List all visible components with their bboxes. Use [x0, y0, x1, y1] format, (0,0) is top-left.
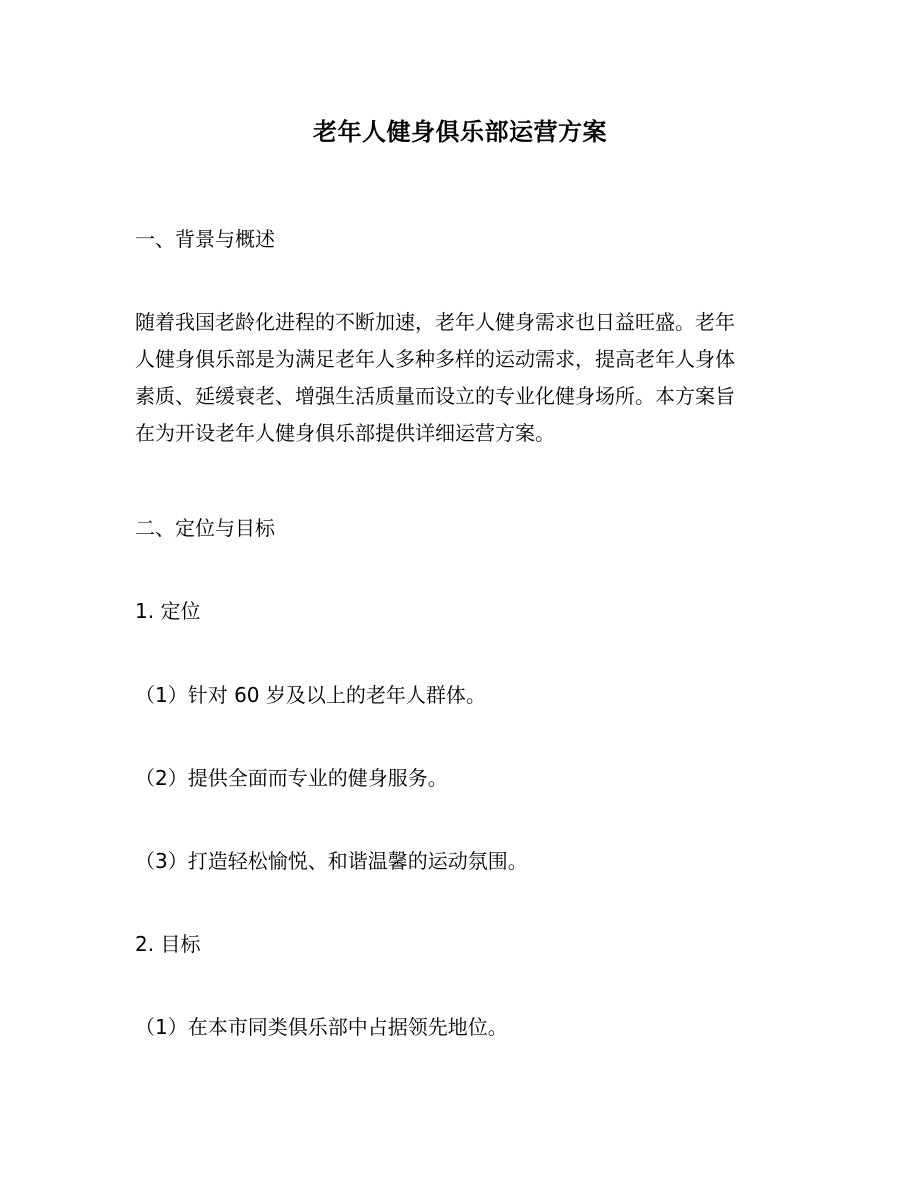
paragraph-line: 在为开设老年人健身俱乐部提供详细运营方案。 — [135, 421, 555, 445]
section-heading-background: 一、背景与概述 — [135, 227, 275, 251]
subheading-positioning: 1. 定位 — [135, 599, 201, 623]
document-title: 老年人健身俱乐部运营方案 — [313, 118, 607, 146]
paragraph-line: 随着我国老龄化进程的不断加速，老年人健身需求也日益旺盛。老年 — [135, 310, 735, 334]
list-item: （1）在本市同类俱乐部中占据领先地位。 — [135, 1015, 508, 1039]
list-item: （2）提供全面而专业的健身服务。 — [135, 766, 448, 790]
list-item: （3）打造轻松愉悦、和谐温馨的运动氛围。 — [135, 849, 528, 873]
background-paragraph — [135, 304, 785, 452]
paragraph-line: 素质、延缓衰老、增强生活质量而设立的专业化健身场所。本方案旨 — [135, 384, 735, 408]
paragraph-line: 人健身俱乐部是为满足老年人多种多样的运动需求，提高老年人身体 — [135, 347, 735, 371]
section-heading-positioning-goals: 二、定位与目标 — [135, 516, 275, 540]
subheading-goals: 2. 目标 — [135, 932, 201, 956]
list-item: （1）针对 60 岁及以上的老年人群体。 — [135, 683, 486, 707]
